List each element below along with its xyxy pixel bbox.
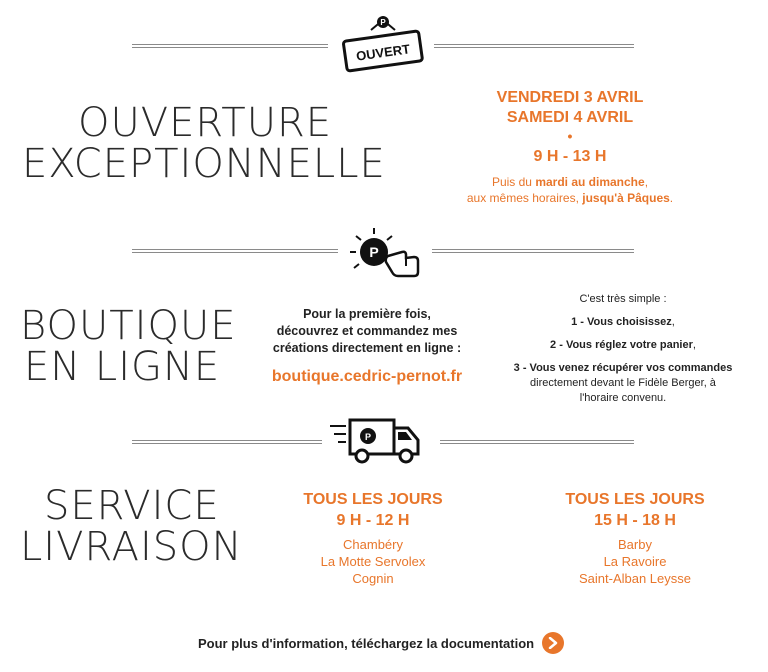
note-text: Puis du xyxy=(491,175,536,189)
divider-bottom-left xyxy=(132,439,322,445)
morning-days: TOUS LES JOURS xyxy=(303,491,443,508)
sign-text: OUVERT xyxy=(355,41,411,64)
step-2-end: , xyxy=(692,339,696,351)
bullet: • xyxy=(567,128,573,144)
divider-top-left xyxy=(132,43,328,49)
title-boutique: BOUTIQUE xyxy=(20,303,237,349)
note-days: mardi au dimanche xyxy=(535,175,645,189)
step-2-text: 2 - Vous réglez votre panier xyxy=(550,339,693,351)
svg-text:P: P xyxy=(380,18,386,27)
morning-place-3: Cognin xyxy=(352,571,394,586)
footer-text: Pour plus d'information, téléchargez la documentation xyxy=(198,635,535,651)
step-3: 3 - Vous venez récupérer vos commandes xyxy=(513,362,733,374)
morning-place-1: Chambéry xyxy=(343,537,403,552)
morning-hours: 9 H - 12 H xyxy=(336,512,410,529)
documentation-link[interactable] xyxy=(198,632,564,654)
opening-hours: 9 H - 13 H xyxy=(533,148,607,165)
steps-intro: C'est très simple : xyxy=(579,293,667,305)
afternoon-place-1: Barby xyxy=(618,537,652,552)
step-1 xyxy=(492,315,754,330)
opening-note-line2 xyxy=(440,190,700,206)
divider-middle-left xyxy=(132,248,338,254)
svg-text:P: P xyxy=(364,432,372,442)
arrow-right-icon[interactable] xyxy=(542,632,564,654)
step-3-line2: directement devant le Fidèle Berger, à xyxy=(530,377,716,389)
divider-bottom-right xyxy=(440,439,634,445)
note-comma: , xyxy=(644,175,649,189)
delivery-morning xyxy=(278,490,468,587)
step-1-end: , xyxy=(671,316,675,328)
divider-middle-right xyxy=(432,248,634,254)
shop-intro-line2: découvrez et commandez mes xyxy=(276,324,458,338)
click-hand-icon xyxy=(344,222,430,280)
shop-intro-line1: Pour la première fois, xyxy=(303,307,431,321)
opening-dates xyxy=(440,88,700,206)
shop-intro xyxy=(252,306,482,387)
afternoon-place-2: La Ravoire xyxy=(603,554,667,569)
title-en-ligne: EN LIGNE xyxy=(24,344,221,390)
note-until: jusqu'à Pâques xyxy=(582,191,670,205)
step-3-line3: l'horaire convenu. xyxy=(579,392,667,404)
ouvert-sign-icon xyxy=(335,12,431,74)
date-saturday: SAMEDI 4 AVRIL xyxy=(506,109,634,126)
opening-note-line1 xyxy=(440,174,700,190)
delivery-afternoon xyxy=(540,490,730,587)
afternoon-hours: 15 H - 18 H xyxy=(594,512,676,529)
shop-link[interactable]: boutique.cedric-pernot.fr xyxy=(271,368,463,385)
morning-place-2: La Motte Servolex xyxy=(320,554,426,569)
shop-intro-line3: créations directement en ligne : xyxy=(272,341,462,355)
date-friday: VENDREDI 3 AVRIL xyxy=(496,89,644,106)
title-ouverture: OUVERTURE xyxy=(78,100,333,146)
note-period: . xyxy=(669,191,674,205)
shop-steps xyxy=(492,292,754,406)
title-exceptionnelle: EXCEPTIONNELLE xyxy=(22,141,386,187)
title-service: SERVICE xyxy=(44,483,220,529)
delivery-truck-icon xyxy=(328,414,428,466)
svg-text:P: P xyxy=(369,244,379,260)
divider-top-right xyxy=(434,43,634,49)
note-text2: aux mêmes horaires, xyxy=(466,191,583,205)
step-2 xyxy=(492,338,754,353)
title-livraison: LIVRAISON xyxy=(20,524,243,570)
step-1-text: 1 - Vous choisissez xyxy=(571,316,672,328)
afternoon-place-3: Saint-Alban Leysse xyxy=(578,571,691,586)
afternoon-days: TOUS LES JOURS xyxy=(565,491,705,508)
